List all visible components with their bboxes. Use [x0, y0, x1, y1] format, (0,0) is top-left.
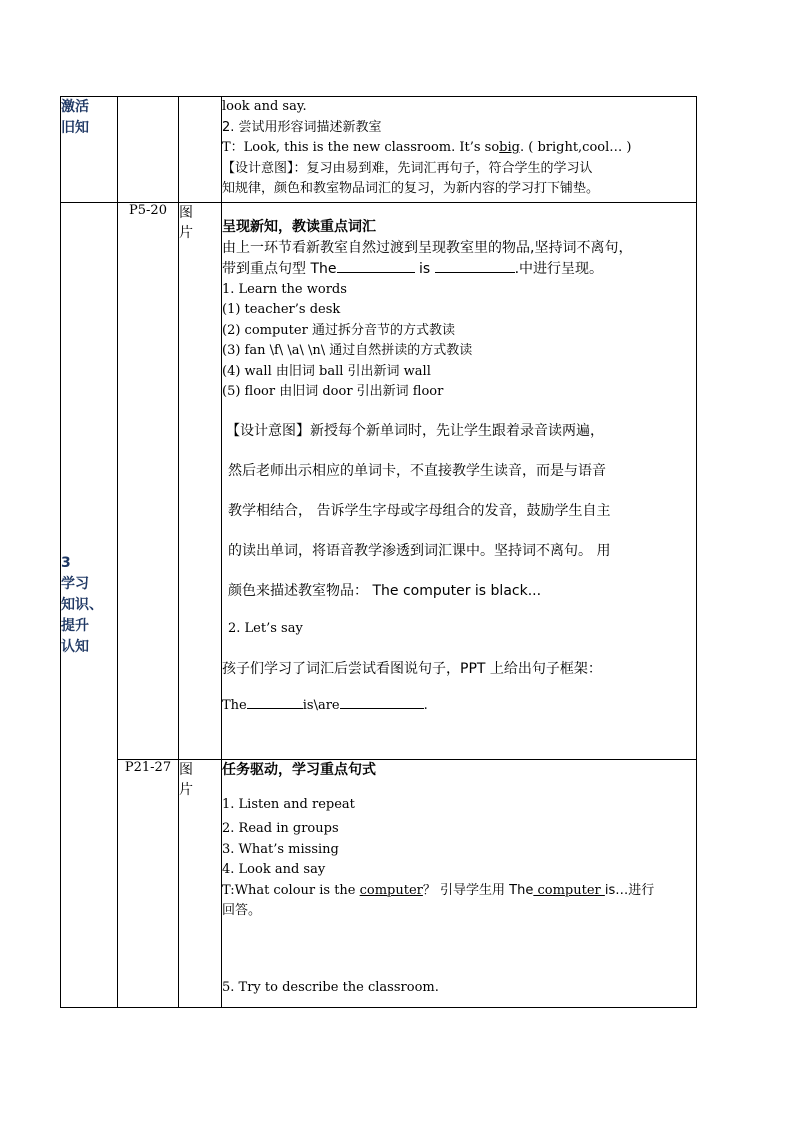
blank-line [337, 258, 415, 273]
blank-line [247, 694, 303, 709]
design-intent: 【设计意图】新授每个新单词时，先让学生跟着录音读两遍， 然后老师出示相应的单词卡，不直接教学生读音，而是与语音 教学相结合， 告诉学生字母或字母组合的发音，鼓励学生自主 的读出单词，将语音教学渗透到词汇课中。坚持词不离句。 用 颜色来描述教室物品： The computer is black... [226, 422, 611, 599]
page-cell [118, 97, 179, 203]
stage-cell: 激活 旧知 [61, 97, 118, 203]
content-cell: 任务驱动，学习重点句式 1. Listen and repeat 2. Read in groups 3. What’s missing 4. Look and say T:What colour is the computer？ 引导学生用 The computer is…进行 回答。 5. Try to describe the classroom. [222, 760, 697, 1008]
page-number-cell: P5-20 [118, 203, 179, 760]
stage-cell: 3 学习 知识、 提升 认知 [61, 203, 118, 1008]
blank-line [340, 694, 424, 709]
pic-cell [179, 97, 222, 203]
section-title: 呈现新知，教读重点词汇 [222, 219, 376, 235]
pic-cell: 图 片 [179, 203, 222, 760]
content-cell: 呈现新知，教读重点词汇 由上一环节看新教室自然过渡到呈现教室里的物品,坚持词不离句， 带到重点句型 The is .中进行呈现。 1. Learn the words (1) teacher’s desk (2) computer 通过拆分音节的方式教读 (3) fan \f\ \a\ \n\ 通过自然拼读的方式教读 (4) wall 由旧词 ball 引出新词 wall (5) floor 由旧词 door 引出新词 floor 【设计意图】新授每个新单词时，先让学生跟着录音读两遍， 然后老师出示相应的单词卡，不直接教学生读音，而是与语音 教学相结合， 告诉学生字母或字母组合的发音，鼓励学生自主 的读出单词，将语音教学渗透到词汇课中。坚持词不离句。 用 颜色来描述教室物品： The computer is black... 2. Let’s say 孩子们学习了词汇后尝试看图说句子，PPT 上给出句子框架： The is\are . [222, 203, 697, 760]
page-number-cell: P21-27 [118, 760, 179, 1008]
lesson-plan-table [60, 96, 697, 1008]
blank-line [435, 258, 515, 273]
pic-cell: 图 片 [179, 760, 222, 1008]
content-cell: look and say. 2. 尝试用形容词描述新教室 T：Look, this is the new classroom. It’s sobig. ( bright,cool… ) 【设计意图】：复习由易到难，先词汇再句子，符合学生的学习认 知规律，颜色和教室物品词汇的复习，为新内容的学习打下铺垫。 [222, 97, 697, 203]
table-row [61, 203, 697, 760]
table-row [61, 97, 697, 203]
section-title: 任务驱动，学习重点句式 [222, 762, 376, 778]
table-row [61, 760, 697, 1008]
